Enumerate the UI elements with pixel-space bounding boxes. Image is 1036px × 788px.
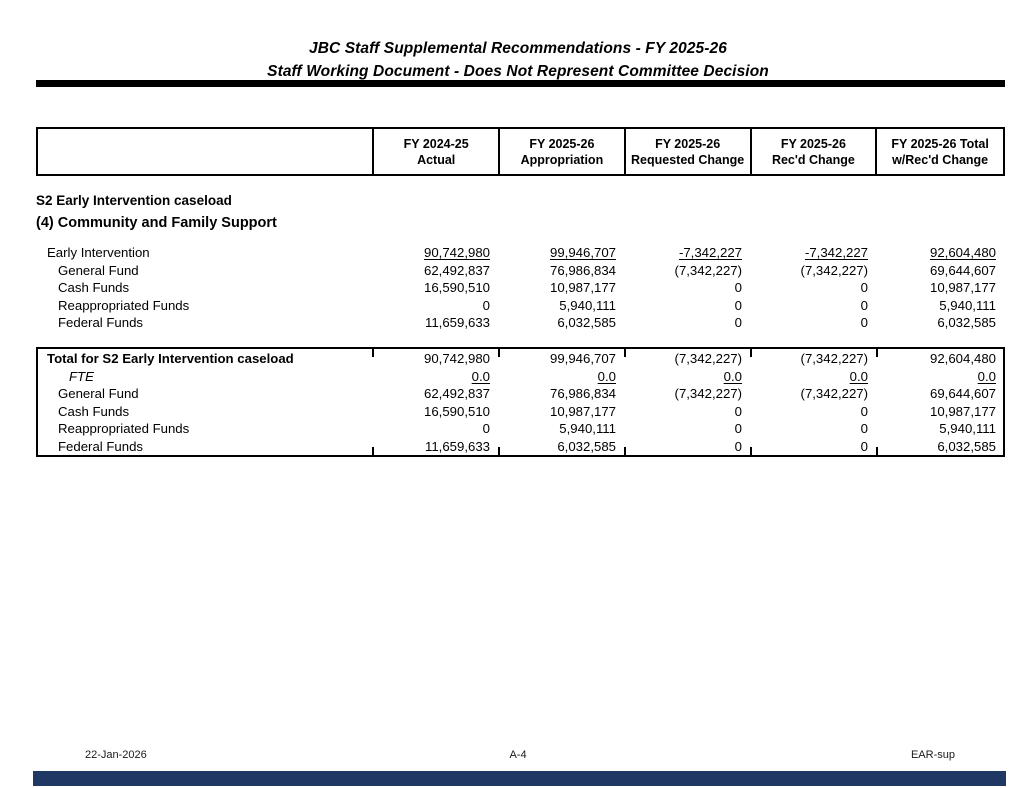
value-cell: [877, 279, 1005, 297]
value-text: 62,492,837: [423, 262, 490, 278]
table-row: [36, 403, 1005, 421]
value-text: 0: [482, 297, 490, 313]
value-text: 0.0: [723, 368, 742, 384]
value-cell: [877, 420, 1005, 438]
value-text: (7,342,227): [674, 351, 742, 366]
value-text: (7,342,227): [674, 386, 742, 402]
table-row: [36, 314, 1005, 332]
value-cell: [499, 279, 625, 297]
table-row: [36, 420, 1005, 438]
column-tick: [498, 347, 500, 357]
value-cell: [625, 297, 751, 315]
value-cell: [877, 262, 1005, 280]
value-text: 0: [860, 315, 868, 331]
value-text: 6,032,585: [937, 438, 996, 454]
line-item-heading: S2 Early Intervention caseload: [36, 193, 232, 208]
value-cell: [499, 403, 625, 421]
row-label: Federal Funds: [58, 438, 144, 454]
value-text: 0: [734, 438, 742, 454]
value-cell: [625, 385, 751, 403]
column-tick: [624, 347, 626, 357]
value-cell: [499, 262, 625, 280]
value-text: 0: [860, 280, 868, 296]
header-cell-line2: Appropriation: [520, 152, 604, 167]
header-cell-line1: FY 2025-26: [529, 136, 595, 151]
value-text: 11,659,633: [424, 438, 490, 454]
header-cell-line1: FY 2025-26: [780, 136, 846, 151]
value-cell: [373, 350, 499, 368]
row-label: Early Intervention: [47, 245, 150, 260]
value-cell: [877, 244, 1005, 262]
row-label: Total for S2 Early Intervention caseload: [47, 351, 294, 366]
value-text: 0: [734, 297, 742, 313]
value-cell: [499, 244, 625, 262]
value-cell: [751, 244, 877, 262]
header-cell: [750, 129, 876, 174]
header-cell-line1: FY 2024-25: [403, 136, 469, 151]
column-tick: [750, 447, 752, 457]
total-block: [36, 347, 1005, 457]
value-text: (7,342,227): [800, 386, 868, 402]
value-text: 0.0: [597, 368, 616, 384]
value-cell: [877, 314, 1005, 332]
document-title: [0, 37, 1036, 83]
value-text: 69,644,607: [929, 386, 996, 402]
value-cell: [751, 279, 877, 297]
value-text: 99,946,707: [549, 351, 616, 366]
value-text: 5,940,111: [559, 421, 616, 437]
value-cell: [625, 420, 751, 438]
value-text: 16,590,510: [423, 280, 490, 296]
document-title-line1: JBC Staff Supplemental Recommendations - FY 2025-26: [309, 40, 727, 57]
value-cell: [877, 438, 1005, 456]
value-cell: [625, 244, 751, 262]
value-text: 0: [482, 421, 490, 437]
value-text: 10,987,177: [549, 280, 616, 296]
header-cell-line1: FY 2025-26 Total: [891, 136, 989, 151]
table-header-row: [36, 127, 1005, 176]
value-cell: [499, 297, 625, 315]
value-cell: [625, 403, 751, 421]
value-text: 5,940,111: [939, 297, 996, 313]
value-cell: [877, 403, 1005, 421]
document-title-line2: Staff Working Document - Does Not Represent Committee Decision: [267, 63, 769, 80]
value-cell: [499, 385, 625, 403]
value-text: 92,604,480: [929, 351, 996, 366]
total-rows: [36, 350, 1005, 456]
value-cell: [751, 420, 877, 438]
table-row: [36, 262, 1005, 280]
header-cell: [372, 129, 498, 174]
value-cell: [751, 297, 877, 315]
value-text: 76,986,834: [549, 386, 616, 402]
header-cell-line2: Rec'd Change: [771, 152, 855, 167]
value-cell: [499, 368, 625, 386]
table-row: [36, 244, 1005, 262]
value-text: 99,946,707: [549, 245, 616, 260]
value-cell: [373, 438, 499, 456]
footer-page-number: A-4: [509, 749, 527, 761]
value-cell: [751, 403, 877, 421]
value-cell: [625, 314, 751, 332]
row-label: Cash Funds: [58, 280, 130, 296]
value-text: 0: [860, 403, 868, 419]
value-cell: [373, 368, 499, 386]
value-text: -7,342,227: [804, 245, 868, 260]
value-cell: [373, 279, 499, 297]
row-label: FTE: [69, 368, 94, 384]
value-cell: [751, 385, 877, 403]
value-cell: [373, 297, 499, 315]
table-row: [36, 368, 1005, 386]
value-text: 10,987,177: [929, 403, 996, 419]
value-cell: [373, 314, 499, 332]
value-cell: [373, 420, 499, 438]
column-tick: [372, 347, 374, 357]
value-cell: [877, 368, 1005, 386]
value-text: 10,987,177: [549, 403, 616, 419]
table-row: [36, 279, 1005, 297]
header-cell: [498, 129, 624, 174]
value-text: 90,742,980: [423, 351, 490, 366]
value-cell: [499, 314, 625, 332]
value-cell: [625, 279, 751, 297]
value-text: 5,940,111: [939, 421, 996, 437]
column-tick: [876, 347, 878, 357]
value-text: 0.0: [849, 368, 868, 384]
value-text: 0: [860, 297, 868, 313]
footer-date: 22-Jan-2026: [85, 749, 147, 761]
value-text: (7,342,227): [674, 262, 742, 278]
header-cell-line2: Actual: [417, 152, 456, 167]
value-cell: [751, 438, 877, 456]
value-cell: [373, 262, 499, 280]
value-text: 11,659,633: [424, 315, 490, 331]
value-text: 92,604,480: [929, 245, 996, 260]
value-text: 90,742,980: [423, 245, 490, 260]
line-item-rows: [36, 244, 1005, 332]
division-heading: (4) Community and Family Support: [36, 215, 277, 231]
value-text: 16,590,510: [423, 403, 490, 419]
value-cell: [625, 438, 751, 456]
table-row: [36, 438, 1005, 456]
header-cell-empty: [38, 129, 372, 174]
column-tick: [372, 447, 374, 457]
value-cell: [625, 262, 751, 280]
value-cell: [499, 420, 625, 438]
value-cell: [373, 244, 499, 262]
column-tick: [876, 447, 878, 457]
value-text: 0: [734, 315, 742, 331]
value-text: 62,492,837: [423, 386, 490, 402]
value-cell: [751, 314, 877, 332]
value-text: 10,987,177: [929, 280, 996, 296]
value-cell: [625, 350, 751, 368]
header-rule: [36, 80, 1005, 87]
value-text: (7,342,227): [800, 351, 868, 366]
header-cell-line1: FY 2025-26: [655, 136, 721, 151]
value-cell: [373, 403, 499, 421]
value-text: 0: [734, 280, 742, 296]
value-cell: [877, 350, 1005, 368]
value-cell: [751, 262, 877, 280]
row-label: Reappropriated Funds: [58, 421, 190, 437]
value-text: 76,986,834: [549, 262, 616, 278]
table-row: [36, 385, 1005, 403]
value-cell: [499, 350, 625, 368]
table-row: [36, 297, 1005, 315]
value-cell: [373, 385, 499, 403]
column-tick: [750, 347, 752, 357]
row-label: Reappropriated Funds: [58, 297, 190, 313]
value-text: 6,032,585: [557, 315, 616, 331]
header-cell-line2: w/Rec'd Change: [892, 152, 989, 167]
row-label: General Fund: [58, 262, 139, 278]
row-label: Federal Funds: [58, 315, 144, 331]
value-text: -7,342,227: [678, 245, 742, 260]
footer-rule: [33, 771, 1006, 786]
value-text: 6,032,585: [937, 315, 996, 331]
value-cell: [751, 350, 877, 368]
header-cell: [624, 129, 750, 174]
value-text: 0.0: [471, 368, 490, 384]
value-text: 0: [734, 403, 742, 419]
row-label: Cash Funds: [58, 403, 130, 419]
value-cell: [499, 438, 625, 456]
value-text: 0.0: [977, 368, 996, 384]
column-tick: [624, 447, 626, 457]
value-cell: [625, 368, 751, 386]
value-cell: [751, 368, 877, 386]
value-cell: [877, 297, 1005, 315]
value-text: 6,032,585: [557, 438, 616, 454]
value-text: 0: [734, 421, 742, 437]
value-cell: [877, 385, 1005, 403]
value-text: 0: [860, 438, 868, 454]
value-text: 69,644,607: [929, 262, 996, 278]
value-text: 5,940,111: [559, 297, 616, 313]
table-row: [36, 350, 1005, 368]
header-cell-line2: Requested Change: [631, 152, 745, 167]
row-label: General Fund: [58, 386, 139, 402]
value-text: 0: [860, 421, 868, 437]
header-cell: [875, 129, 1003, 174]
footer-doc-code: EAR-sup: [910, 749, 955, 761]
column-tick: [498, 447, 500, 457]
value-text: (7,342,227): [800, 262, 868, 278]
